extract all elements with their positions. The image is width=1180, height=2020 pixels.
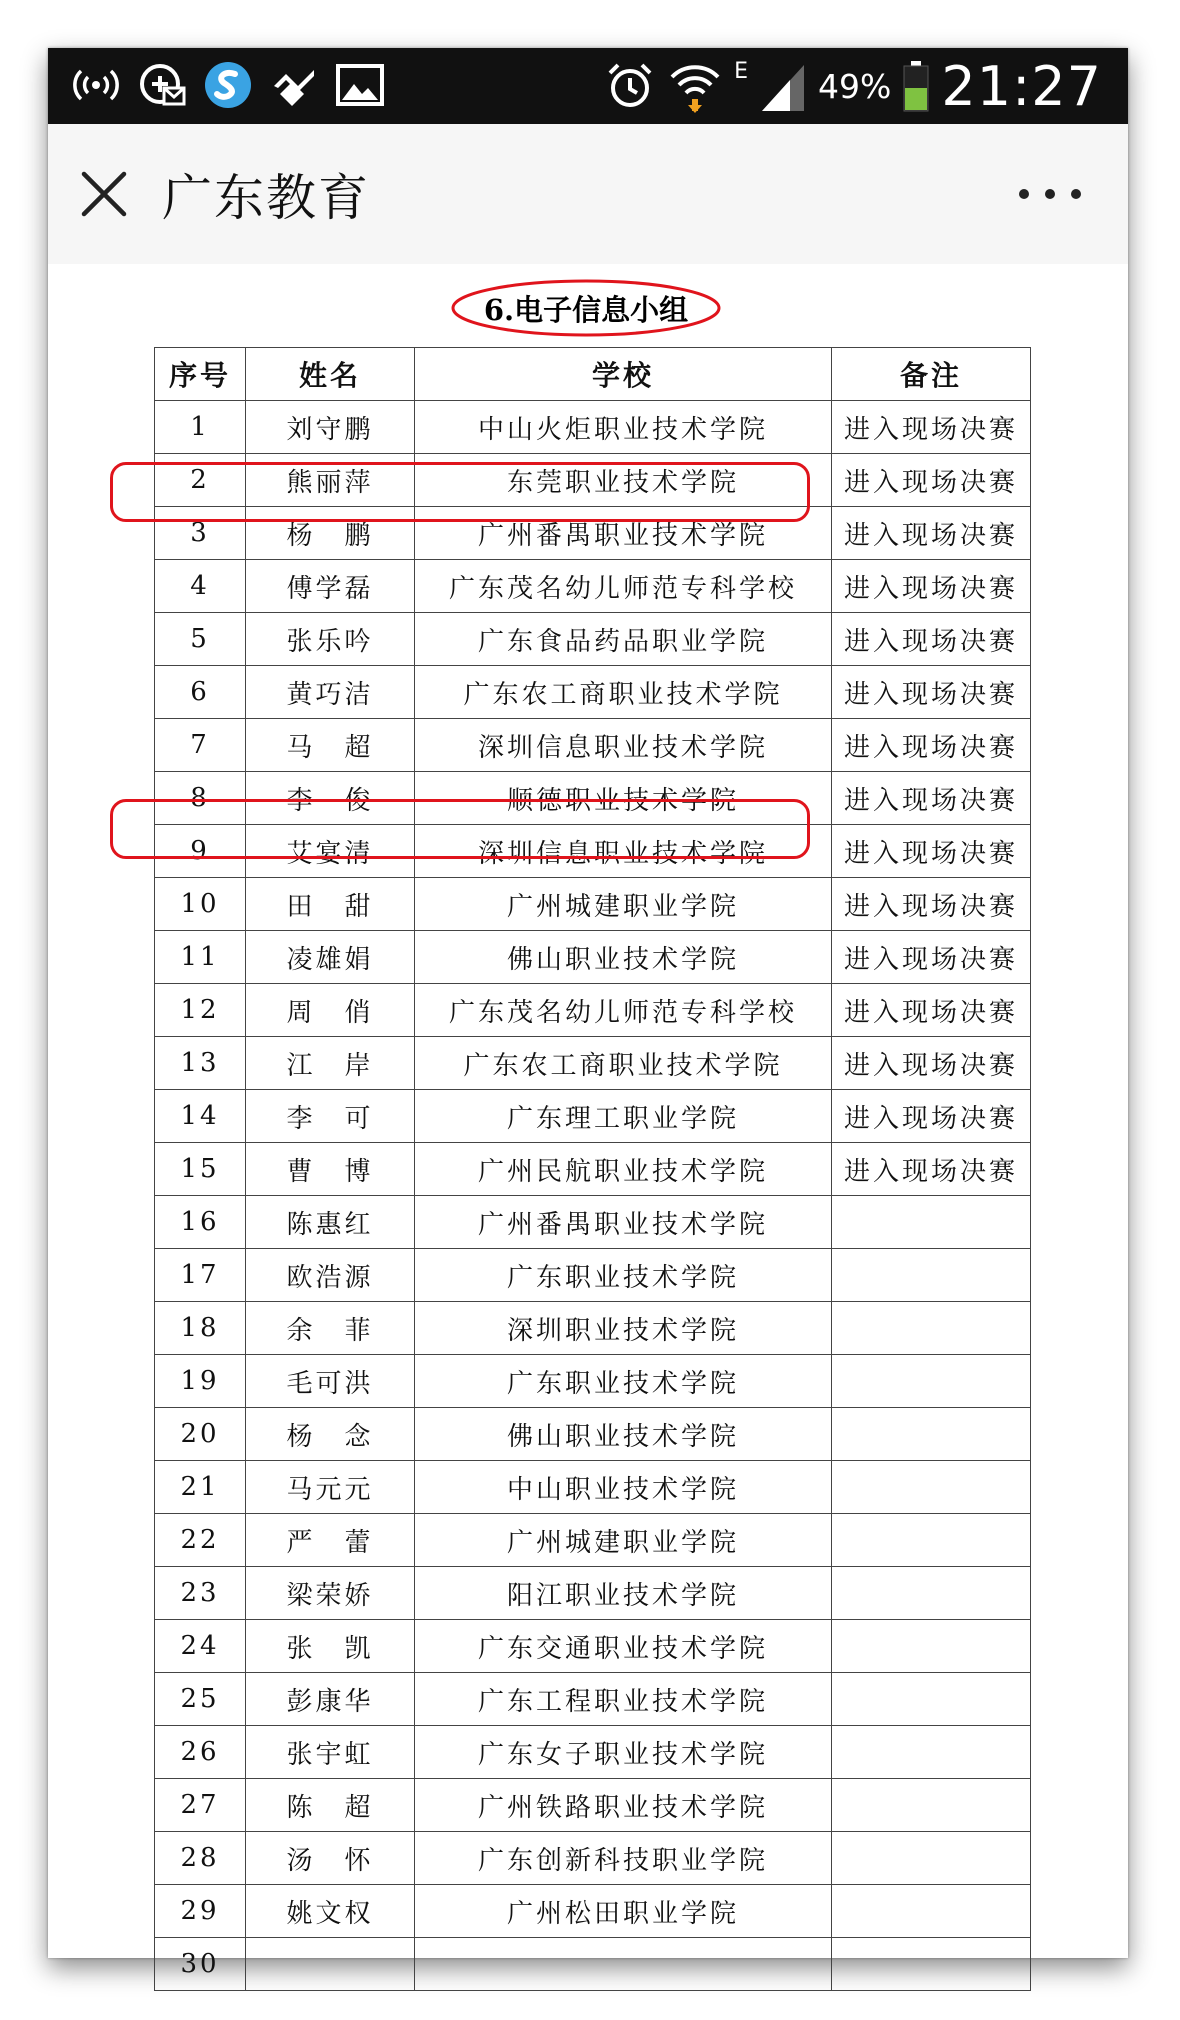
cell-school: 佛山职业技术学院 [415,931,832,984]
cell-number: 29 [155,1885,246,1938]
cell-school: 广东职业技术学院 [415,1355,832,1408]
clock: 21:27 [941,54,1102,118]
header-name: 姓名 [246,348,415,401]
cell-number: 17 [155,1249,246,1302]
cell-school: 东莞职业技术学院 [415,454,832,507]
cell-note: 进入现场决赛 [832,1037,1031,1090]
signal-icon [760,59,806,113]
section-heading [450,278,722,338]
cell-number: 9 [155,825,246,878]
cell-number: 30 [155,1938,246,1991]
cell-name: 熊丽萍 [246,454,415,507]
document-content[interactable] [48,264,1128,1979]
table-row [155,1567,1031,1620]
cell-note [832,1461,1031,1514]
gallery-icon [334,58,386,112]
cell-school: 阳江职业技术学院 [415,1567,832,1620]
cell-number: 3 [155,507,246,560]
cell-name: 张乐吟 [246,613,415,666]
table-row [155,984,1031,1037]
cell-name: 杨 鹏 [246,507,415,560]
table-row [155,401,1031,454]
cell-number: 7 [155,719,246,772]
cell-name: 江 岸 [246,1037,415,1090]
row-12-annotation-box [110,799,810,859]
cell-name: 李 俊 [246,772,415,825]
cell-number: 11 [155,931,246,984]
cell-note [832,1673,1031,1726]
table-row [155,1938,1031,1991]
cell-school: 广州番禺职业技术学院 [415,507,832,560]
cell-school: 广州城建职业学院 [415,1514,832,1567]
cell-name: 田 甜 [246,878,415,931]
cell-name: 梁荣娇 [246,1567,415,1620]
cell-name [246,1938,415,1991]
cell-note: 进入现场决赛 [832,878,1031,931]
cell-name: 黄巧洁 [246,666,415,719]
table-row [155,1249,1031,1302]
cell-note [832,1196,1031,1249]
cell-note [832,1620,1031,1673]
wifi-icon [668,59,722,113]
cell-name: 毛可洪 [246,1355,415,1408]
table-row [155,1832,1031,1885]
cell-note: 进入现场决赛 [832,560,1031,613]
cell-name: 杨 念 [246,1408,415,1461]
cell-note [832,1938,1031,1991]
table-row [155,878,1031,931]
cell-name: 欧浩源 [246,1249,415,1302]
cell-note [832,1567,1031,1620]
table-row [155,1408,1031,1461]
cell-note: 进入现场决赛 [832,1143,1031,1196]
cell-school: 深圳职业技术学院 [415,1302,832,1355]
cell-name: 彭康华 [246,1673,415,1726]
cell-school: 广东农工商职业技术学院 [415,666,832,719]
cell-number: 4 [155,560,246,613]
cell-number: 10 [155,878,246,931]
title-bar [48,124,1128,264]
cell-name: 陈 超 [246,1779,415,1832]
cell-school: 广州民航职业技术学院 [415,1143,832,1196]
system-indicators [604,54,1102,118]
more-horizontal-icon[interactable] [1014,182,1086,206]
table-row [155,1302,1031,1355]
cell-name: 马元元 [246,1461,415,1514]
cell-note [832,1779,1031,1832]
row-4-annotation-box [110,462,810,522]
cell-school: 广州城建职业学院 [415,878,832,931]
cell-school: 中山职业技术学院 [415,1461,832,1514]
cell-number: 23 [155,1567,246,1620]
cell-name: 刘守鹏 [246,401,415,454]
cell-note: 进入现场决赛 [832,507,1031,560]
status-bar [48,48,1128,124]
cell-name: 陈惠红 [246,1196,415,1249]
cell-school: 广东工程职业技术学院 [415,1673,832,1726]
cell-school [415,1938,832,1991]
participant-table [154,347,1031,1991]
header-note: 备注 [832,348,1031,401]
cell-school: 广东交通职业技术学院 [415,1620,832,1673]
close-icon[interactable] [76,166,132,222]
battery-percent: 49% [818,66,892,106]
table-row [155,931,1031,984]
table-row [155,1090,1031,1143]
table-body [155,401,1031,1991]
table-row [155,560,1031,613]
cell-name: 汤 怀 [246,1832,415,1885]
table-row [155,666,1031,719]
cell-school: 佛山职业技术学院 [415,1408,832,1461]
cell-school: 顺德职业技术学院 [415,772,832,825]
cell-note [832,1355,1031,1408]
cell-note [832,1514,1031,1567]
table-row [155,1196,1031,1249]
cell-name: 艾宴清 [246,825,415,878]
cell-school: 深圳信息职业技术学院 [415,825,832,878]
cell-number: 15 [155,1143,246,1196]
cell-number: 2 [155,454,246,507]
cell-name: 严 蕾 [246,1514,415,1567]
phone-screen [48,48,1128,1979]
header-school: 学校 [415,348,832,401]
cell-note [832,1832,1031,1885]
cell-note [832,1408,1031,1461]
cell-number: 6 [155,666,246,719]
network-type-label: E [734,58,749,84]
table-row [155,719,1031,772]
cell-school: 深圳信息职业技术学院 [415,719,832,772]
cell-school: 广东食品药品职业学院 [415,613,832,666]
table-row [155,1514,1031,1567]
cell-number: 19 [155,1355,246,1408]
cell-note: 进入现场决赛 [832,454,1031,507]
cell-note: 进入现场决赛 [832,613,1031,666]
cell-number: 13 [155,1037,246,1090]
cell-number: 5 [155,613,246,666]
cell-name: 马 超 [246,719,415,772]
cell-note: 进入现场决赛 [832,401,1031,454]
cell-note [832,1249,1031,1302]
cell-school: 广州番禺职业技术学院 [415,1196,832,1249]
cell-note: 进入现场决赛 [832,666,1031,719]
table-row [155,1779,1031,1832]
cell-number: 16 [155,1196,246,1249]
message-notification-icon [136,58,188,112]
cell-name: 凌雄娟 [246,931,415,984]
table-row [155,613,1031,666]
cell-number: 26 [155,1726,246,1779]
cell-number: 25 [155,1673,246,1726]
notification-icons [70,58,386,112]
cell-note [832,1885,1031,1938]
cell-number: 27 [155,1779,246,1832]
cell-school: 广州松田职业学院 [415,1885,832,1938]
cell-school: 广东创新科技职业学院 [415,1832,832,1885]
browser-app-icon [202,58,254,112]
cell-number: 28 [155,1832,246,1885]
page-title: 广东教育 [162,169,370,227]
cell-school: 广东农工商职业技术学院 [415,1037,832,1090]
table-header-row [155,348,1031,401]
cell-number: 22 [155,1514,246,1567]
cell-note: 进入现场决赛 [832,719,1031,772]
table-row [155,1885,1031,1938]
cell-note: 进入现场决赛 [832,1090,1031,1143]
cell-school: 广东茂名幼儿师范专科学校 [415,984,832,1037]
alarm-icon [604,59,656,113]
cell-number: 8 [155,772,246,825]
table-row [155,1673,1031,1726]
table-row [155,1037,1031,1090]
section-heading-text: 6.电子信息小组 [483,293,689,327]
cell-name: 余 菲 [246,1302,415,1355]
cell-name: 曹 博 [246,1143,415,1196]
cell-note: 进入现场决赛 [832,772,1031,825]
cell-number: 24 [155,1620,246,1673]
cell-school: 广东女子职业技术学院 [415,1726,832,1779]
battery-icon [903,59,929,113]
table-row [155,1143,1031,1196]
cell-number: 21 [155,1461,246,1514]
cell-school: 广东茂名幼儿师范专科学校 [415,560,832,613]
cell-note: 进入现场决赛 [832,931,1031,984]
cell-name: 张 凯 [246,1620,415,1673]
cell-number: 12 [155,984,246,1037]
cell-name: 姚文权 [246,1885,415,1938]
header-number: 序号 [155,348,246,401]
cell-name: 傅学磊 [246,560,415,613]
cell-number: 20 [155,1408,246,1461]
cell-number: 1 [155,401,246,454]
cell-name: 李 可 [246,1090,415,1143]
table-row [155,1726,1031,1779]
cell-school: 广东理工职业学院 [415,1090,832,1143]
table-row [155,1620,1031,1673]
table-row [155,1461,1031,1514]
usb-debug-icon [268,58,320,112]
cell-number: 18 [155,1302,246,1355]
cell-name: 周 俏 [246,984,415,1037]
cell-note: 进入现场决赛 [832,984,1031,1037]
cell-school: 中山火炬职业技术学院 [415,401,832,454]
cell-note: 进入现场决赛 [832,825,1031,878]
cell-note [832,1726,1031,1779]
cell-name: 张宇虹 [246,1726,415,1779]
cell-school: 广州铁路职业技术学院 [415,1779,832,1832]
cell-number: 14 [155,1090,246,1143]
cell-school: 广东职业技术学院 [415,1249,832,1302]
table-row [155,1355,1031,1408]
cell-note [832,1302,1031,1355]
wireless-hotspot-icon [70,58,122,112]
